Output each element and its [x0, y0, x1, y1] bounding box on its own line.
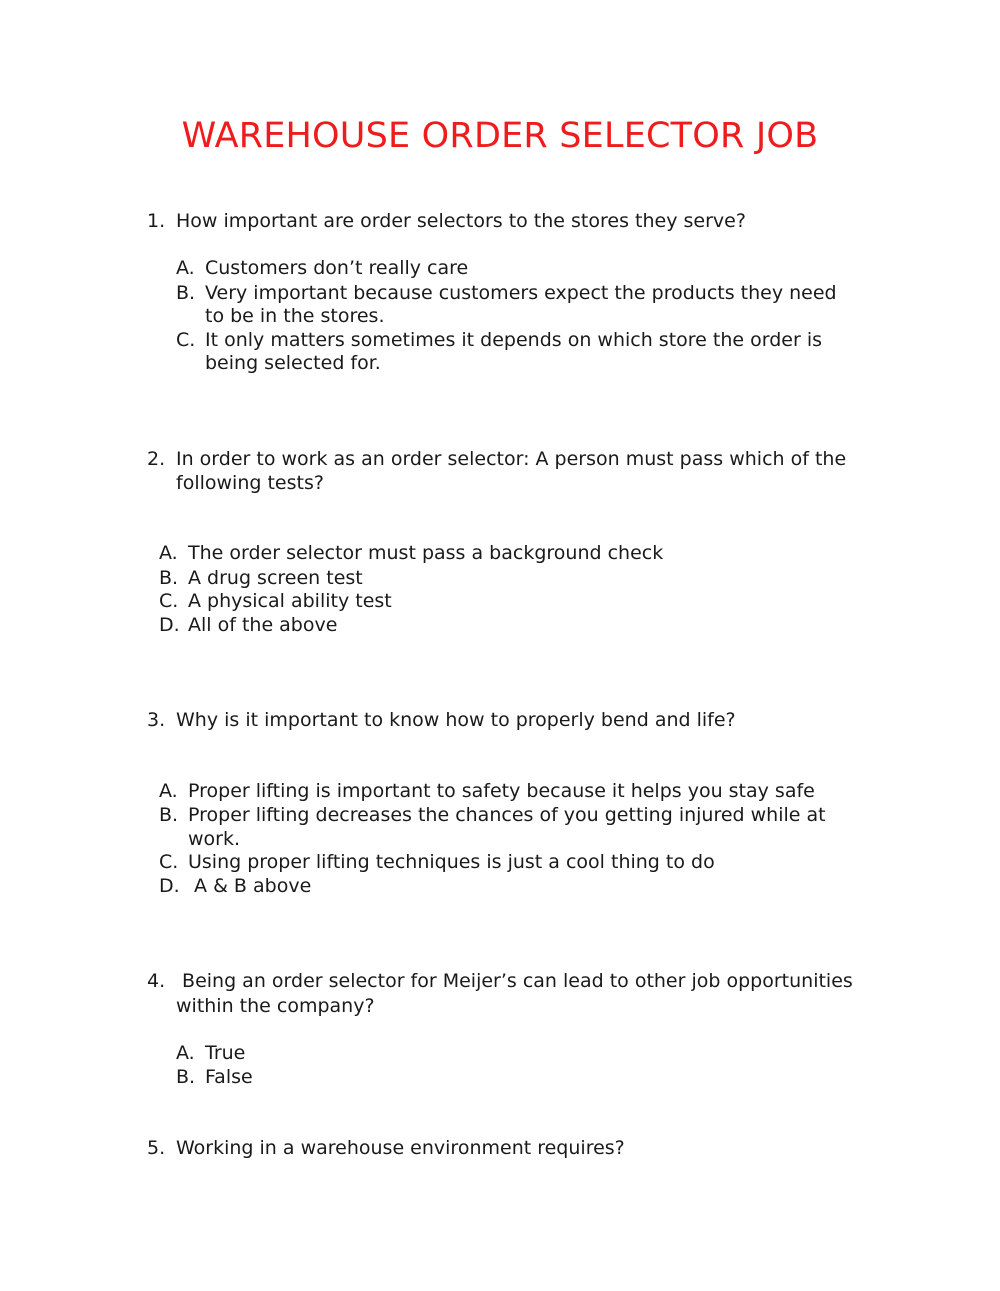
option-text: All of the above	[188, 614, 338, 636]
option-text: The order selector must pass a background check	[188, 542, 664, 564]
option-letter: B.	[159, 567, 179, 589]
option-letter: A.	[176, 257, 195, 279]
option-text: Proper lifting is important to safety because it helps you stay safe	[188, 780, 815, 802]
option-letter: B.	[159, 804, 179, 826]
option-letter: C.	[159, 590, 179, 612]
option-text: It only matters sometimes it depends on which store the order is	[205, 329, 822, 351]
option-text: Using proper lifting techniques is just a cool thing to do	[188, 851, 715, 873]
question-text: Working in a warehouse environment requires?	[176, 1137, 625, 1159]
option-text: to be in the stores.	[205, 305, 385, 327]
question-number: 4.	[147, 970, 166, 992]
option-text: Proper lifting decreases the chances of you getting injured while at	[188, 804, 826, 826]
option-text: Customers don’t really care	[205, 257, 469, 279]
question-text: How important are order selectors to the stores they serve?	[176, 210, 746, 232]
question-text: Why is it important to know how to properly bend and life?	[176, 709, 736, 731]
option-text: being selected for.	[205, 352, 381, 374]
option-letter: D.	[159, 875, 180, 897]
option-text: False	[205, 1066, 253, 1088]
question-text: Being an order selector for Meijer’s can lead to other job opportunities	[176, 970, 853, 992]
option-letter: D.	[159, 614, 180, 636]
question-number: 2.	[147, 448, 166, 470]
question-text: In order to work as an order selector: A person must pass which of the	[176, 448, 847, 470]
option-text: A physical ability test	[188, 590, 392, 612]
question-number: 1.	[147, 210, 166, 232]
option-letter: B.	[176, 282, 196, 304]
option-letter: A.	[176, 1042, 195, 1064]
option-letter: C.	[159, 851, 179, 873]
question-text: within the company?	[176, 995, 375, 1017]
option-text: A drug screen test	[188, 567, 363, 589]
page-title: WAREHOUSE ORDER SELECTOR JOB	[181, 116, 819, 156]
option-letter: A.	[159, 780, 178, 802]
option-text: True	[205, 1042, 246, 1064]
option-text: A & B above	[188, 875, 312, 897]
option-letter: A.	[159, 542, 178, 564]
option-letter: B.	[176, 1066, 196, 1088]
question-number: 3.	[147, 709, 166, 731]
option-text: Very important because customers expect the products they need	[205, 282, 837, 304]
question-number: 5.	[147, 1137, 166, 1159]
option-text: work.	[188, 828, 241, 850]
option-letter: C.	[176, 329, 196, 351]
question-text: following tests?	[176, 472, 324, 494]
